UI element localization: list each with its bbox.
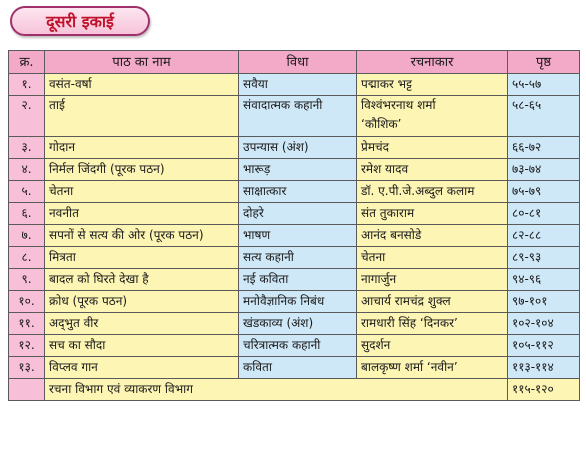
cell-serial: ७. [9, 225, 45, 247]
cell-author: डॉ. ए.पी.जे.अब्दुल कलाम [357, 181, 508, 203]
cell-author: रमेश यादव [357, 159, 508, 181]
cell-serial: ११. [9, 313, 45, 335]
cell-serial: १२. [9, 335, 45, 357]
cell-author: सुदर्शन [357, 335, 508, 357]
cell-genre: साक्षात्कार [239, 181, 357, 203]
cell-genre: चरित्रात्मक कहानी [239, 335, 357, 357]
author-line-2: ‘कौशिक’ [361, 117, 402, 131]
header-serial: क्र. [9, 51, 45, 74]
cell-author: प्रेमचंद [357, 137, 508, 159]
cell-author: बालकृष्ण शर्मा ‘नवीन’ [357, 357, 508, 379]
cell-author: पद्माकर भट्ट [357, 74, 508, 96]
cell-author: रामधारी सिंह ‘दिनकर’ [357, 313, 508, 335]
cell-genre: नई कविता [239, 269, 357, 291]
unit-title-badge [10, 6, 150, 36]
header-pages: पृष्ठ [508, 51, 580, 74]
cell-genre: उपन्यास (अंश) [239, 137, 357, 159]
cell-pages: ७३-७४ [508, 159, 580, 181]
cell-footer-pages: ११५-१२० [508, 379, 580, 401]
cell-serial: ५. [9, 181, 45, 203]
cell-serial: १०. [9, 291, 45, 313]
cell-serial: ४. [9, 159, 45, 181]
table-row [9, 203, 580, 225]
contents-table [8, 50, 580, 401]
table-row [9, 357, 580, 379]
cell-genre: मनोवैज्ञानिक निबंध [239, 291, 357, 313]
cell-serial: ३. [9, 137, 45, 159]
cell-lesson-name: निर्मल जिंदगी (पूरक पठन) [45, 159, 239, 181]
table-row [9, 291, 580, 313]
cell-serial: ८. [9, 247, 45, 269]
cell-lesson-name: सपनों से सत्य की ओर (पूरक पठन) [45, 225, 239, 247]
table-row [9, 96, 580, 137]
cell-pages: ५८-६५ [508, 96, 580, 137]
table-row [9, 225, 580, 247]
cell-pages: १०२-१०४ [508, 313, 580, 335]
cell-lesson-name: गोदान [45, 137, 239, 159]
author-line-1: विश्वंभरनाथ शर्मा [361, 98, 436, 112]
cell-serial: ६. [9, 203, 45, 225]
cell-serial: ९. [9, 269, 45, 291]
cell-genre: कविता [239, 357, 357, 379]
header-author: रचनाकार [357, 51, 508, 74]
cell-author: आचार्य रामचंद्र शुक्ल [357, 291, 508, 313]
table-row [9, 74, 580, 96]
cell-serial: १३. [9, 357, 45, 379]
cell-pages: ५५-५७ [508, 74, 580, 96]
cell-serial-empty [9, 379, 45, 401]
cell-lesson-name: ताई [45, 96, 239, 137]
cell-genre: भारूड़ [239, 159, 357, 181]
cell-pages: ११३-११४ [508, 357, 580, 379]
cell-pages: ८२-८८ [508, 225, 580, 247]
cell-lesson-name: नवनीत [45, 203, 239, 225]
header-genre: विधा [239, 51, 357, 74]
table-row [9, 269, 580, 291]
cell-lesson-name: सच का सौदा [45, 335, 239, 357]
table-row [9, 181, 580, 203]
cell-genre: सवैया [239, 74, 357, 96]
cell-pages: ९४-९६ [508, 269, 580, 291]
cell-pages: १०५-११२ [508, 335, 580, 357]
header-lesson-name: पाठ का नाम [45, 51, 239, 74]
cell-lesson-name: क्रोध (पूरक पठन) [45, 291, 239, 313]
cell-pages: ८०-८१ [508, 203, 580, 225]
table-row [9, 159, 580, 181]
cell-author: संत तुकाराम [357, 203, 508, 225]
table-row [9, 247, 580, 269]
unit-title: दूसरी इकाई [46, 12, 114, 31]
cell-footer-name: रचना विभाग एवं व्याकरण विभाग [45, 379, 508, 401]
cell-genre: खंडकाव्य (अंश) [239, 313, 357, 335]
cell-pages: ९७-१०१ [508, 291, 580, 313]
cell-lesson-name: विप्लव गान [45, 357, 239, 379]
cell-genre: भाषण [239, 225, 357, 247]
cell-pages: ८९-९३ [508, 247, 580, 269]
table-row [9, 335, 580, 357]
cell-pages: ७५-७९ [508, 181, 580, 203]
table-row [9, 137, 580, 159]
table-header-row [9, 51, 580, 74]
cell-lesson-name: वसंत-वर्षा [45, 74, 239, 96]
cell-serial: २. [9, 96, 45, 137]
cell-lesson-name: अद्‌भुत वीर [45, 313, 239, 335]
cell-genre: संवादात्मक कहानी [239, 96, 357, 137]
cell-genre: दोहरे [239, 203, 357, 225]
cell-lesson-name: मित्रता [45, 247, 239, 269]
cell-genre: सत्य कहानी [239, 247, 357, 269]
cell-author: नागार्जुन [357, 269, 508, 291]
cell-serial: १. [9, 74, 45, 96]
table-row-footer [9, 379, 580, 401]
cell-lesson-name: चेतना [45, 181, 239, 203]
cell-author [357, 96, 508, 137]
cell-author: आनंद बनसोडे [357, 225, 508, 247]
table-row [9, 313, 580, 335]
cell-author: चेतना [357, 247, 508, 269]
cell-pages: ६६-७२ [508, 137, 580, 159]
cell-lesson-name: बादल को घिरते देखा है [45, 269, 239, 291]
